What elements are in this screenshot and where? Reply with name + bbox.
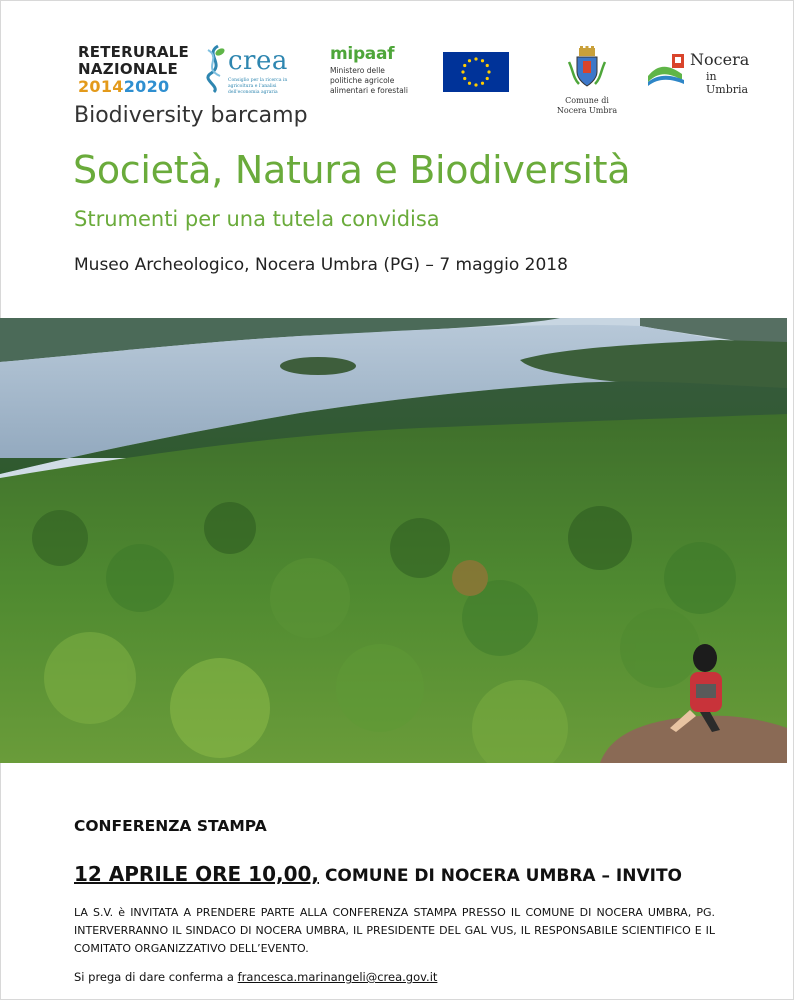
event-kicker: Biodiversity barcamp <box>74 103 308 128</box>
press-conference-heading: CONFERENZA STAMPA <box>74 817 267 835</box>
crea-helix-icon <box>200 44 230 94</box>
rrn-rurale: RURALE <box>121 43 189 61</box>
invite-body: LA S.V. è INVITATA A PRENDERE PARTE ALLA CONFERENZA STAMPA PRESSO IL COMUNE DI NOCERA UMBRA, PG. INTERVERRANNO IL SINDACO DI NOCERA UMBRA, IL PRESIDENTE DEL GAL VUS, IL RESPONSABILE SCIENTIFICO E IL COMITATO ORGANIZZATIVO DELL’EVENTO. <box>74 906 715 955</box>
nocera-line1: Nocera <box>690 50 750 69</box>
eu-star-icon <box>468 59 471 62</box>
nocera-line2: in Umbria <box>706 70 749 96</box>
confirm-line <box>74 970 437 984</box>
eu-star-icon <box>468 82 471 85</box>
eu-star-icon <box>474 57 477 60</box>
invite-location: COMUNE DI NOCERA UMBRA – INVITO <box>324 866 682 886</box>
invite-dateline <box>74 862 682 886</box>
rrn-2020: 2020 <box>123 77 170 96</box>
mipaaf-logo <box>330 44 415 96</box>
rrn-nazionale: NAZIONALE <box>78 60 179 78</box>
eu-star-icon <box>461 70 464 73</box>
eu-star-icon <box>481 82 484 85</box>
mipaaf-subtitle: Ministero delle politiche agricole alimentari e forestali <box>330 66 408 95</box>
invite-date: 12 APRILE ORE 10,00, <box>74 862 320 886</box>
crea-subtitle: Consiglio per la ricerca in agricoltura e l'analisi dell'economia agraria <box>228 78 288 95</box>
contact-email-link[interactable]: francesca.marinangeli@crea.gov.it <box>237 970 438 984</box>
event-subtitle: Strumenti per una tutela convidisa <box>74 207 440 231</box>
eu-flag-icon <box>443 52 509 92</box>
eu-star-icon <box>463 64 466 67</box>
crea-wordmark: crea <box>228 46 288 76</box>
rrn-rete: RETE <box>78 43 122 61</box>
coat-of-arms-icon <box>567 46 607 90</box>
nocera-hills-icon <box>648 54 688 86</box>
eu-star-icon <box>463 77 466 80</box>
eu-star-icon <box>481 59 484 62</box>
confirm-prefix: Si prega di dare conferma a <box>74 970 234 984</box>
eu-star-icon <box>486 77 489 80</box>
eu-star-icon <box>486 64 489 67</box>
event-title: Società, Natura e Biodiversità <box>73 148 631 192</box>
comune-line1: Comune di <box>565 96 609 105</box>
crea-logo <box>200 44 300 94</box>
rrn-2014: 2014 <box>78 77 124 96</box>
mipaaf-wordmark: mipaaf <box>330 44 395 64</box>
eu-star-icon <box>474 83 477 86</box>
comune-logo <box>556 46 618 116</box>
forest-lake-photo <box>0 318 787 763</box>
event-place-date: Museo Archeologico, Nocera Umbra (PG) – 7 maggio 2018 <box>74 255 568 275</box>
comune-line2: Nocera Umbra <box>556 106 618 115</box>
eu-star-icon <box>487 70 490 73</box>
nocera-in-umbria-logo <box>648 50 758 96</box>
rete-rurale-logo <box>78 43 189 96</box>
